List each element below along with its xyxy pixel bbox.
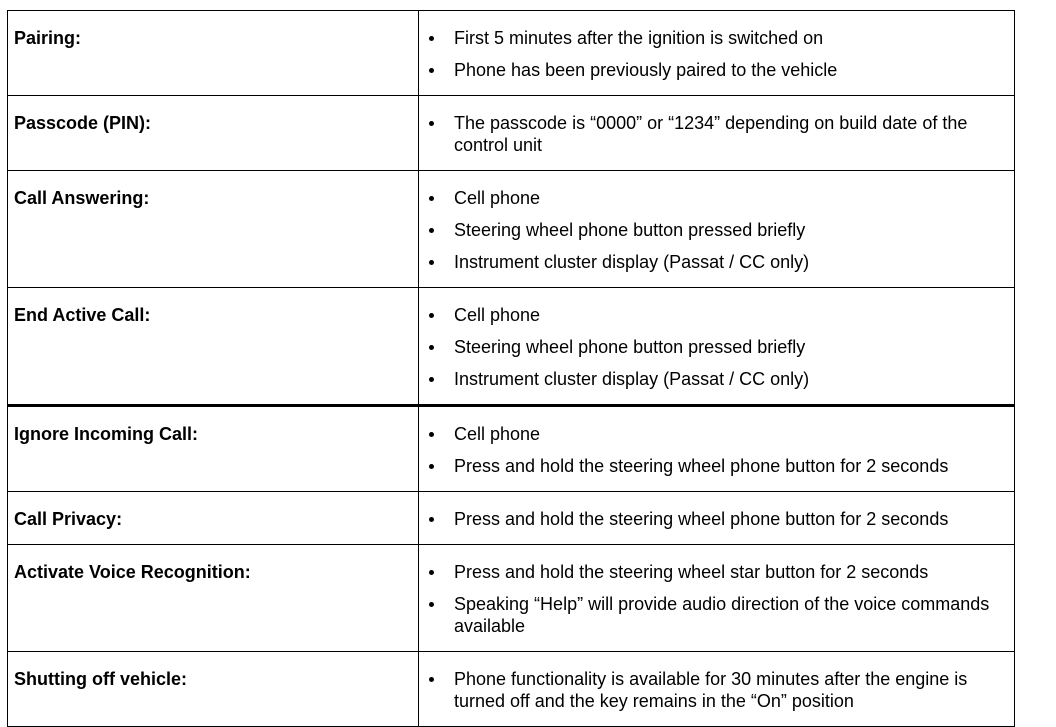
list-item: Press and hold the steering wheel phone button for 2 seconds	[419, 455, 1004, 477]
row-items	[419, 288, 1015, 406]
bullet-list	[419, 304, 1004, 390]
list-item: Phone has been previously paired to the vehicle	[419, 59, 1004, 81]
row-label: Ignore Incoming Call:	[8, 406, 419, 492]
table-row	[8, 406, 1015, 492]
list-item: Cell phone	[419, 187, 1004, 209]
list-item: Press and hold the steering wheel star button for 2 seconds	[419, 561, 1004, 583]
list-item: Cell phone	[419, 423, 1004, 445]
row-label: Activate Voice Recognition:	[8, 545, 419, 652]
list-item: The passcode is “0000” or “1234” depending on build date of the control unit	[419, 112, 1004, 156]
list-item: Steering wheel phone button pressed briefly	[419, 336, 1004, 358]
table-row	[8, 492, 1015, 545]
list-item: Press and hold the steering wheel phone button for 2 seconds	[419, 508, 1004, 530]
row-label: Call Answering:	[8, 171, 419, 288]
row-label: Shutting off vehicle:	[8, 652, 419, 727]
row-items	[419, 652, 1015, 727]
row-items	[419, 171, 1015, 288]
row-label: Call Privacy:	[8, 492, 419, 545]
table-row	[8, 288, 1015, 406]
table-row	[8, 11, 1015, 96]
row-label: End Active Call:	[8, 288, 419, 406]
bullet-list	[419, 112, 1004, 156]
list-item: First 5 minutes after the ignition is switched on	[419, 27, 1004, 49]
list-item: Steering wheel phone button pressed briefly	[419, 219, 1004, 241]
table-row	[8, 545, 1015, 652]
list-item: Instrument cluster display (Passat / CC only)	[419, 368, 1004, 390]
bullet-list	[419, 423, 1004, 477]
list-item: Speaking “Help” will provide audio direction of the voice commands available	[419, 593, 1004, 637]
table-row	[8, 652, 1015, 727]
bullet-list	[419, 508, 1004, 530]
row-items	[419, 492, 1015, 545]
bullet-list	[419, 187, 1004, 273]
row-items	[419, 545, 1015, 652]
bullet-list	[419, 561, 1004, 637]
table-row	[8, 171, 1015, 288]
list-item: Instrument cluster display (Passat / CC only)	[419, 251, 1004, 273]
row-items	[419, 11, 1015, 96]
row-items	[419, 406, 1015, 492]
list-item: Cell phone	[419, 304, 1004, 326]
row-items	[419, 96, 1015, 171]
bullet-list	[419, 668, 1004, 712]
row-label: Pairing:	[8, 11, 419, 96]
bullet-list	[419, 27, 1004, 81]
row-label: Passcode (PIN):	[8, 96, 419, 171]
list-item: Phone functionality is available for 30 minutes after the engine is turned off and the key remains in the “On” position	[419, 668, 1004, 712]
table-row	[8, 96, 1015, 171]
phone-feature-table	[7, 10, 1015, 727]
